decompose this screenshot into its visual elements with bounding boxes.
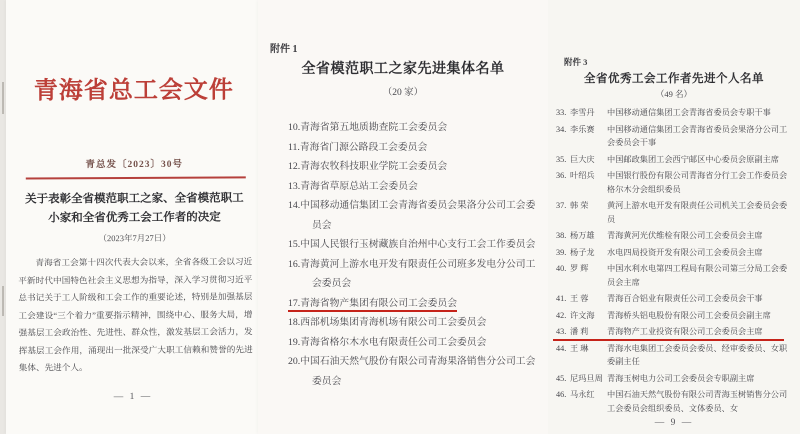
entry-number: 43.: [556, 327, 567, 336]
entry-row: [556, 106, 794, 120]
list-item: [288, 333, 540, 353]
list-item-text: 10.青海省第五地质勘查院工会委员会: [288, 122, 448, 133]
entry-name: 杨子龙: [570, 247, 595, 257]
entry-row: [556, 309, 794, 323]
page-number-left: — 1 —: [113, 391, 153, 403]
entry-row: [556, 372, 794, 386]
scan-artifact: [2, 82, 4, 114]
entry-description: 中国移动通信集团工会青海省委员会果洛分公司工会委员会干事: [607, 124, 788, 147]
entry-description: 青海物产工业投资有限公司工会委员会主席: [607, 327, 763, 336]
entry-row: [556, 246, 794, 260]
list-item: [288, 138, 540, 158]
doc-number: 青总发〔2023〕30号: [85, 159, 184, 171]
entry-row: [556, 123, 794, 150]
list-item: [288, 157, 540, 177]
body-paragraph: 青海省工会第十四次代表大会以来，全省各级工会以习近平新时代中国特色社会主义思想为指导，深入学习贯彻习近平总书记关于工人阶级和工会工作的重要论述，特别是加强基层工会建设“三个着力”重要指示精神，围绕中心、服务大局，增强基层工会政治性、先进性、群众性，激发基层工会活力，发挥基层工会作用，涌现出一批深受广大职工信赖和赞誉的先进集体、先进个人。: [18, 256, 253, 373]
entry-row: [556, 342, 794, 369]
entry-description: 中国石油天然气股份有限公司青海玉树销售分公司工会委员会组织委员、文体委员、女: [607, 390, 788, 413]
entry-name: 王 蓉: [570, 294, 589, 303]
list-item-text: 13.青海省草原总站工会委员会: [288, 180, 418, 192]
list-item-text: 12.青海农牧科技职业学院工会委员会: [288, 161, 448, 172]
entry-name: 巨大庆: [570, 154, 595, 164]
list-title: 全省模范职工之家先进集体名单: [301, 62, 505, 77]
attachment-label: 附件 1: [270, 44, 298, 55]
entry-name: 尼玛旦周: [570, 373, 603, 383]
entry-number: 37.: [556, 201, 567, 210]
entry-description: 水电四局投资开发有限公司工会委员会主席: [607, 247, 763, 257]
entry-number: 36.: [556, 171, 567, 180]
individual-list: [556, 106, 794, 418]
list-item: [288, 235, 540, 255]
collective-list: [288, 118, 540, 391]
entry-name: 李雪丹: [570, 108, 595, 117]
list-item-text: 18.西部机场集团青海机场有限公司工会委员会: [288, 317, 487, 328]
scan-artifact: [2, 286, 4, 316]
decision-date: （2023年7月27日）: [98, 232, 171, 244]
decision-title-line1: 关于表彰全省模范职工之家、全省模范职工: [25, 192, 244, 206]
list-count: （49 名）: [655, 89, 693, 99]
entry-description: 青海水电集团工会委员会委员、经审委委员、女职委副主任: [607, 343, 788, 366]
decision-title-line2: 小家和全省优秀工会工作者的决定: [48, 211, 221, 224]
entry-description: 中国移动通信集团工会青海省委员会专职干事: [607, 108, 771, 117]
entry-row: [556, 199, 794, 226]
entry-name: 李乐赛: [570, 124, 595, 134]
list-item-text: 20.中国石油天然气股份有限公司青海果洛销售分公司工会委员会: [288, 356, 536, 387]
decision-title: [18, 189, 251, 227]
list-item: [288, 313, 540, 333]
entry-name: 罗 辉: [570, 264, 589, 273]
list-item: [288, 118, 540, 138]
entry-number: 33.: [556, 108, 567, 117]
entry-name: 马永红: [570, 390, 595, 399]
entry-description: 青海黄河光伏维检有限公司工会委员会主席: [607, 231, 763, 240]
entry-row: [556, 262, 794, 289]
document-page-attachment3: [548, 0, 800, 434]
document-page-attachment1: [258, 0, 548, 434]
entry-number: 45.: [556, 373, 567, 383]
entry-name: 韩 荣: [570, 201, 589, 210]
entry-number: 34.: [556, 124, 567, 134]
entry-row: [556, 153, 794, 167]
entry-row: [556, 292, 794, 306]
entry-description: 青海百合铝业有限责任公司工会委员会干事: [607, 294, 763, 303]
entry-name: 王 琳: [570, 343, 589, 353]
entry-number: 42.: [556, 310, 567, 320]
entry-description: 中国银行股份有限公司青海省分行工会工作委员会格尔木分会组织委员: [607, 171, 788, 194]
letterhead-title: 青海省总工会文件: [33, 77, 234, 105]
entry-row: [556, 229, 794, 243]
list-item: [288, 177, 540, 197]
entry-number: 44.: [556, 343, 567, 353]
page-number-right: — 9 —: [654, 418, 694, 428]
entry-number: 40.: [556, 264, 567, 273]
entry-name: 许文海: [570, 310, 595, 320]
list-item: [288, 255, 540, 294]
list-item: [288, 352, 540, 391]
document-page-cover: [6, 0, 258, 434]
list-item: [288, 196, 540, 235]
list-item-text: 15.中国人民银行玉树藏族自治州中心支行工会工作委员会: [288, 239, 536, 250]
entry-description: 中国邮政集团工会西宁邮区中心委员会原副主席: [607, 154, 779, 164]
entry-description: 青海玉树电力公司工会委员会专职副主席: [607, 373, 755, 383]
list-item-text: 11.青海省门源公路段工会委员会: [288, 141, 428, 153]
entry-description: 中国水利水电第四工程局有限公司第三分局工会委员会主席: [607, 264, 788, 287]
entry-row: [556, 169, 794, 196]
list-item-text: 16.青海黄河上游水电开发有限责任公司班多发电分公司工会委员会: [288, 258, 536, 289]
entry-description: 青海桥头铝电股份有限公司工会委员会副主席: [607, 310, 771, 320]
cover-content: [5, 0, 259, 434]
list-count: （20 家）: [382, 88, 424, 98]
entry-number: 46.: [556, 390, 567, 399]
entry-name: 杨万雄: [570, 231, 595, 240]
entry-row-highlighted: [556, 325, 794, 339]
list-title: 全省优秀工会工作者先进个人名单: [584, 73, 764, 85]
attachment-label: 附件 3: [564, 57, 588, 67]
entry-number: 38.: [556, 231, 567, 240]
entry-name: 潘 莉: [570, 327, 589, 336]
entry-number: 39.: [556, 247, 567, 257]
entry-number: 35.: [556, 154, 567, 164]
entry-row: [556, 388, 794, 415]
list-item-text: 14.中国移动通信集团工会青海省委员会果洛分公司工会委员会: [288, 200, 536, 231]
red-divider: [26, 176, 246, 179]
red-underlined-text: 17.青海省物产集团有限公司工会委员会: [288, 298, 457, 312]
entry-description: 黄河上游水电开发有限责任公司机关工会委员会委员: [607, 201, 788, 224]
list-item-highlighted: [288, 294, 540, 314]
list-item-text: 19.青海省格尔木水电有限责任公司工会委员会: [288, 336, 487, 348]
entry-number: 41.: [556, 294, 567, 303]
entry-name: 叶绍兵: [570, 171, 595, 180]
